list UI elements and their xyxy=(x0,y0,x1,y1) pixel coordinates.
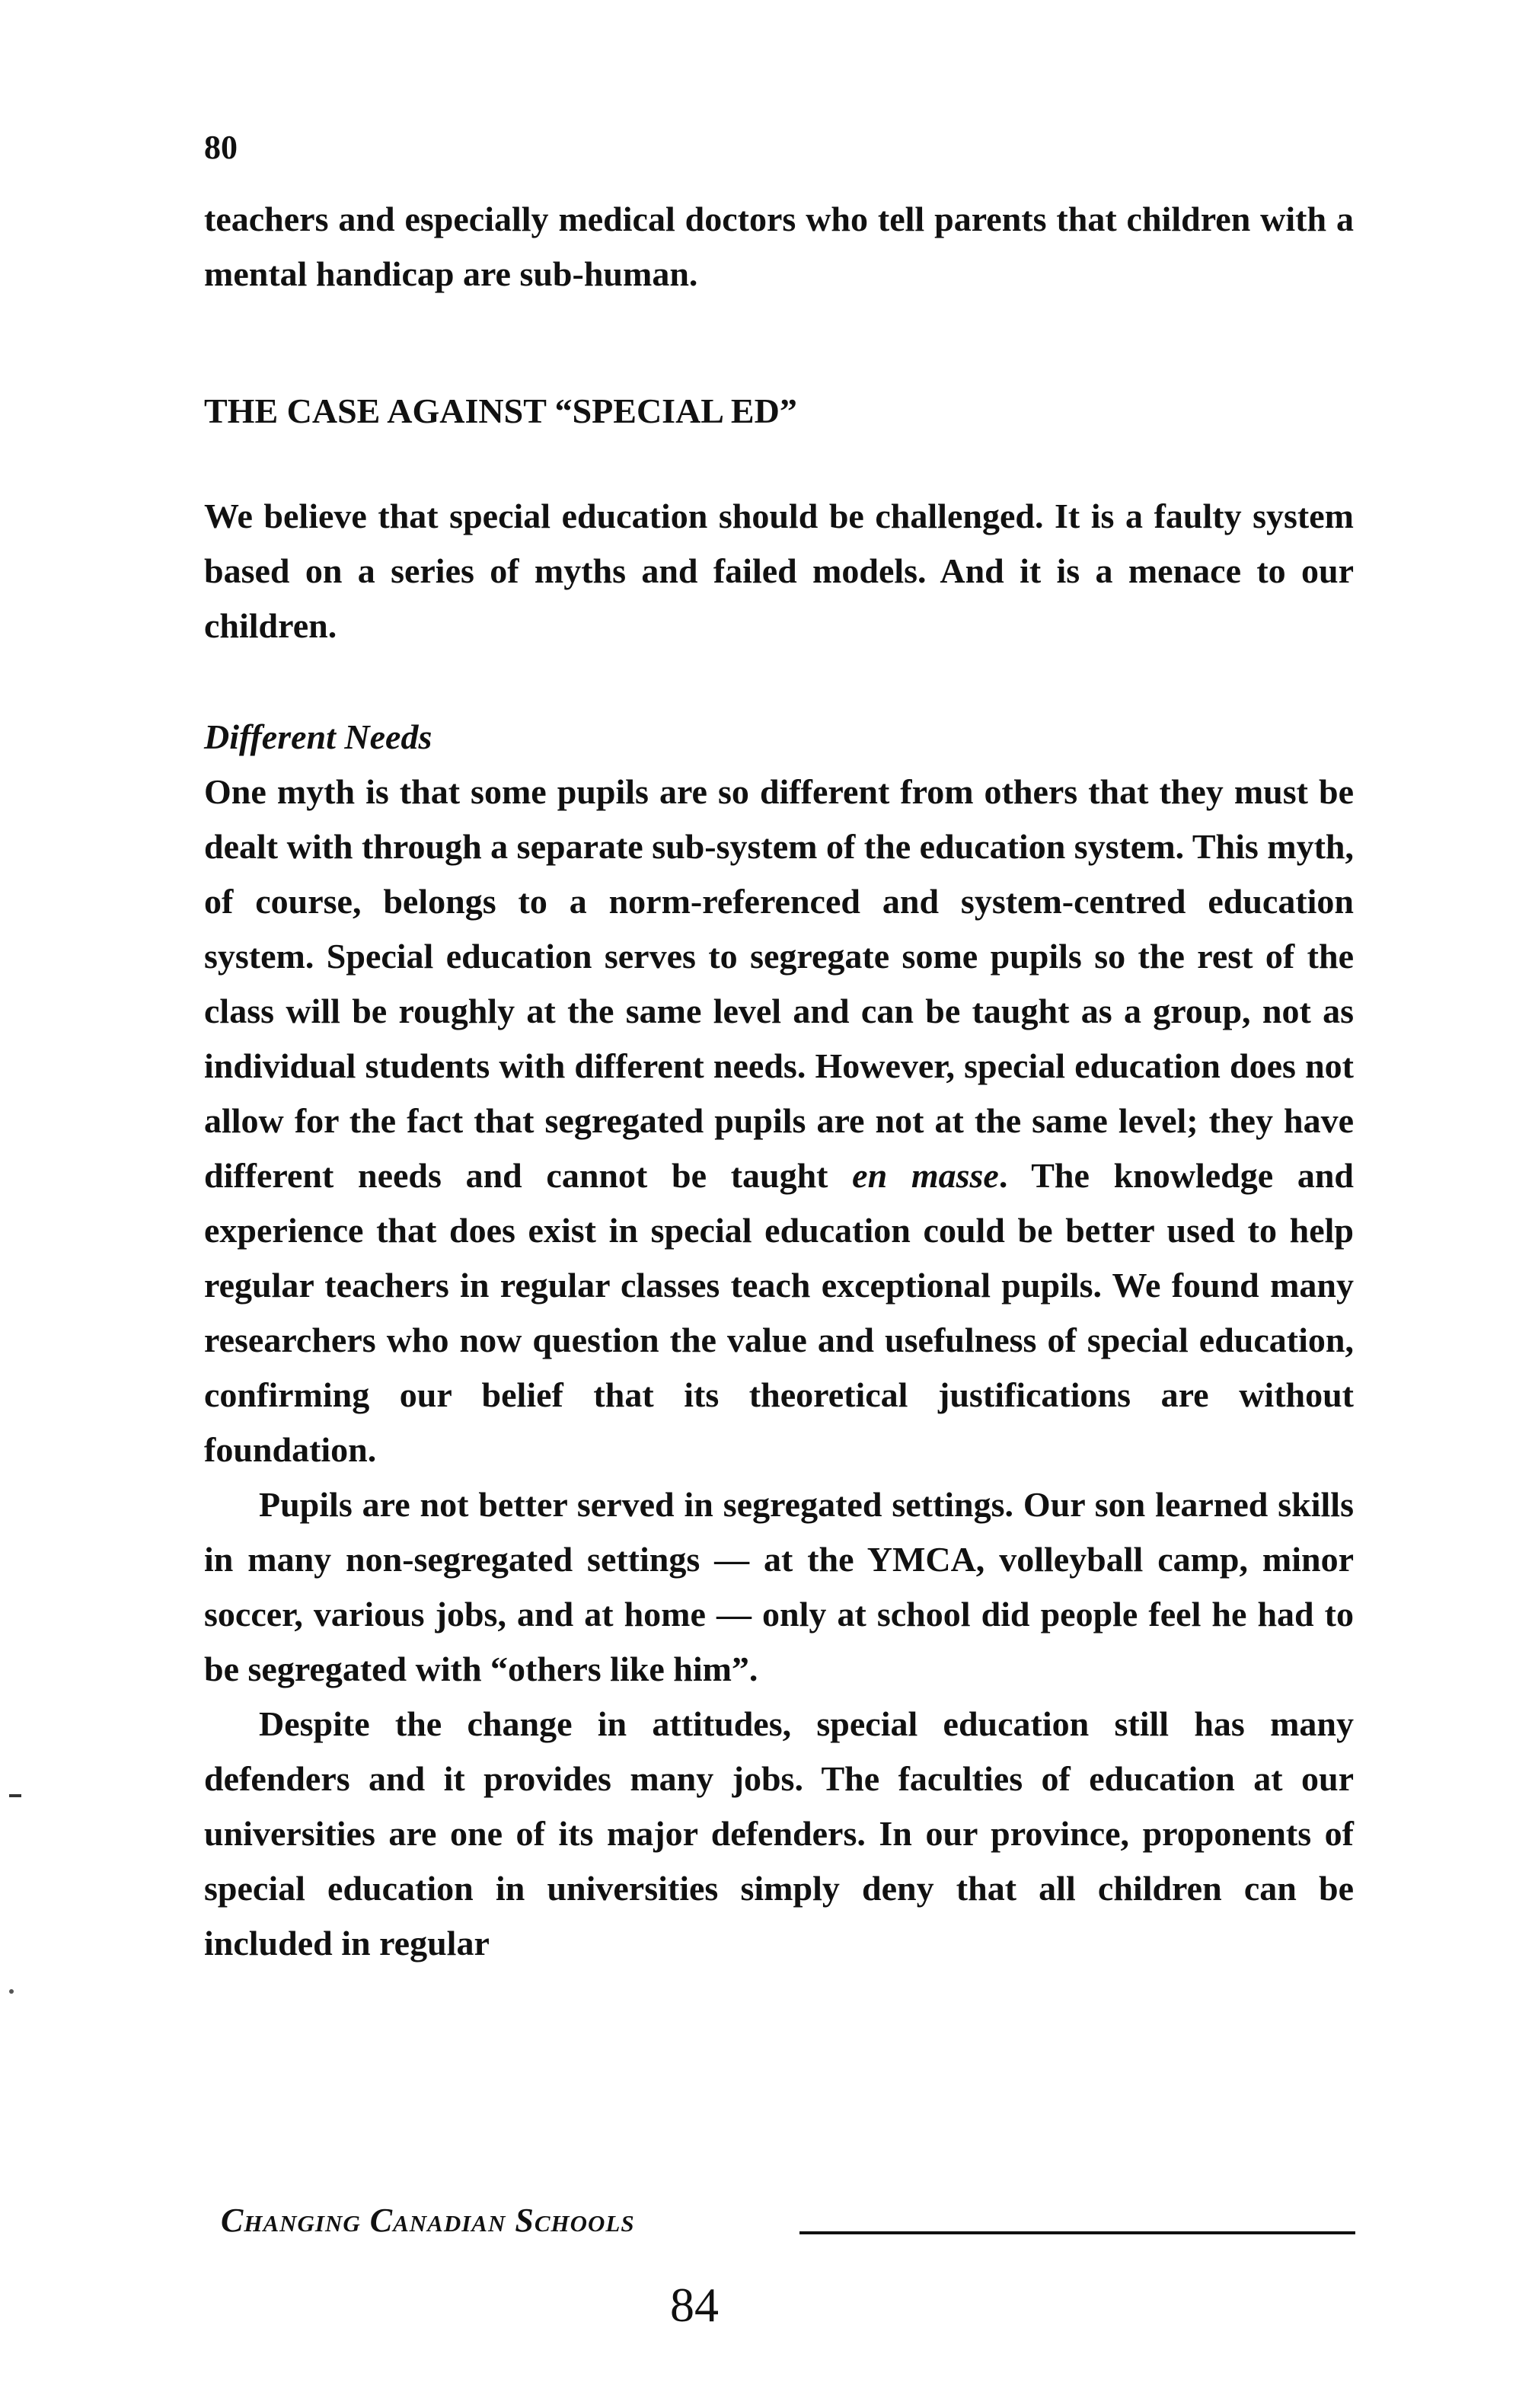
section-heading: THE CASE AGAINST “SPECIAL ED” xyxy=(204,391,797,430)
subheading-different-needs: Different Needs xyxy=(204,717,432,756)
page-body xyxy=(204,192,1354,1971)
body-paragraph-2: Pupils are not better served in segregated settings. Our son learned skills in many non-segregated settings — at the YMCA, volleyball camp, minor soccer, various jobs, and at home — only at school did people feel he had to be segregated with “others like him”. xyxy=(204,1485,1354,1688)
opening-paragraph: teachers and especially medical doctors who tell parents that children with a mental handicap are sub-human. xyxy=(204,200,1354,293)
body-paragraph-3: Despite the change in attitudes, special education still has many defenders and it provides many jobs. The faculties of education at our universities are one of its major defenders. In our province, proponents of special education in universities simply deny that all children can be included in regular xyxy=(204,1704,1354,1962)
intro-paragraph: We believe that special education should be challenged. It is a faulty system based on a series of myths and failed models. And it is a menace to our children. xyxy=(204,497,1354,645)
page-number: 80 xyxy=(204,129,238,166)
body-paragraph-1 xyxy=(204,765,1354,1477)
paragraph-1-italic-phrase: en masse xyxy=(852,1156,999,1195)
footer-rule xyxy=(799,2231,1355,2234)
page-footer xyxy=(221,2201,1363,2247)
scan-artifact-dot xyxy=(9,1989,14,1994)
scan-artifact-dash xyxy=(9,1794,21,1797)
bottom-page-mark: 84 xyxy=(670,2278,719,2332)
running-title: Changing Canadian Schools xyxy=(221,2202,635,2239)
paragraph-1-text-end: . The knowledge and experience that does exist in special education could be better used to help regular teachers in regular classes teach exceptional pupils. We found many researchers who now question the value and usefulness of special education, confirming our belief that its theoretical justifications are without foundation. xyxy=(204,1156,1354,1469)
paragraph-1-text-start: One myth is that some pupils are so different from others that they must be dealt with through a separate sub-system of the education system. This myth, of course, belongs to a norm-referenced and system-centred education system. Special education serves to segregate some pupils so the rest of the class will be roughly at the same level and can be taught as a group, not as individual students with different needs. However, special education does not allow for the fact that segregated pupils are not at the same level; they have different needs and cannot be taught xyxy=(204,772,1354,1195)
